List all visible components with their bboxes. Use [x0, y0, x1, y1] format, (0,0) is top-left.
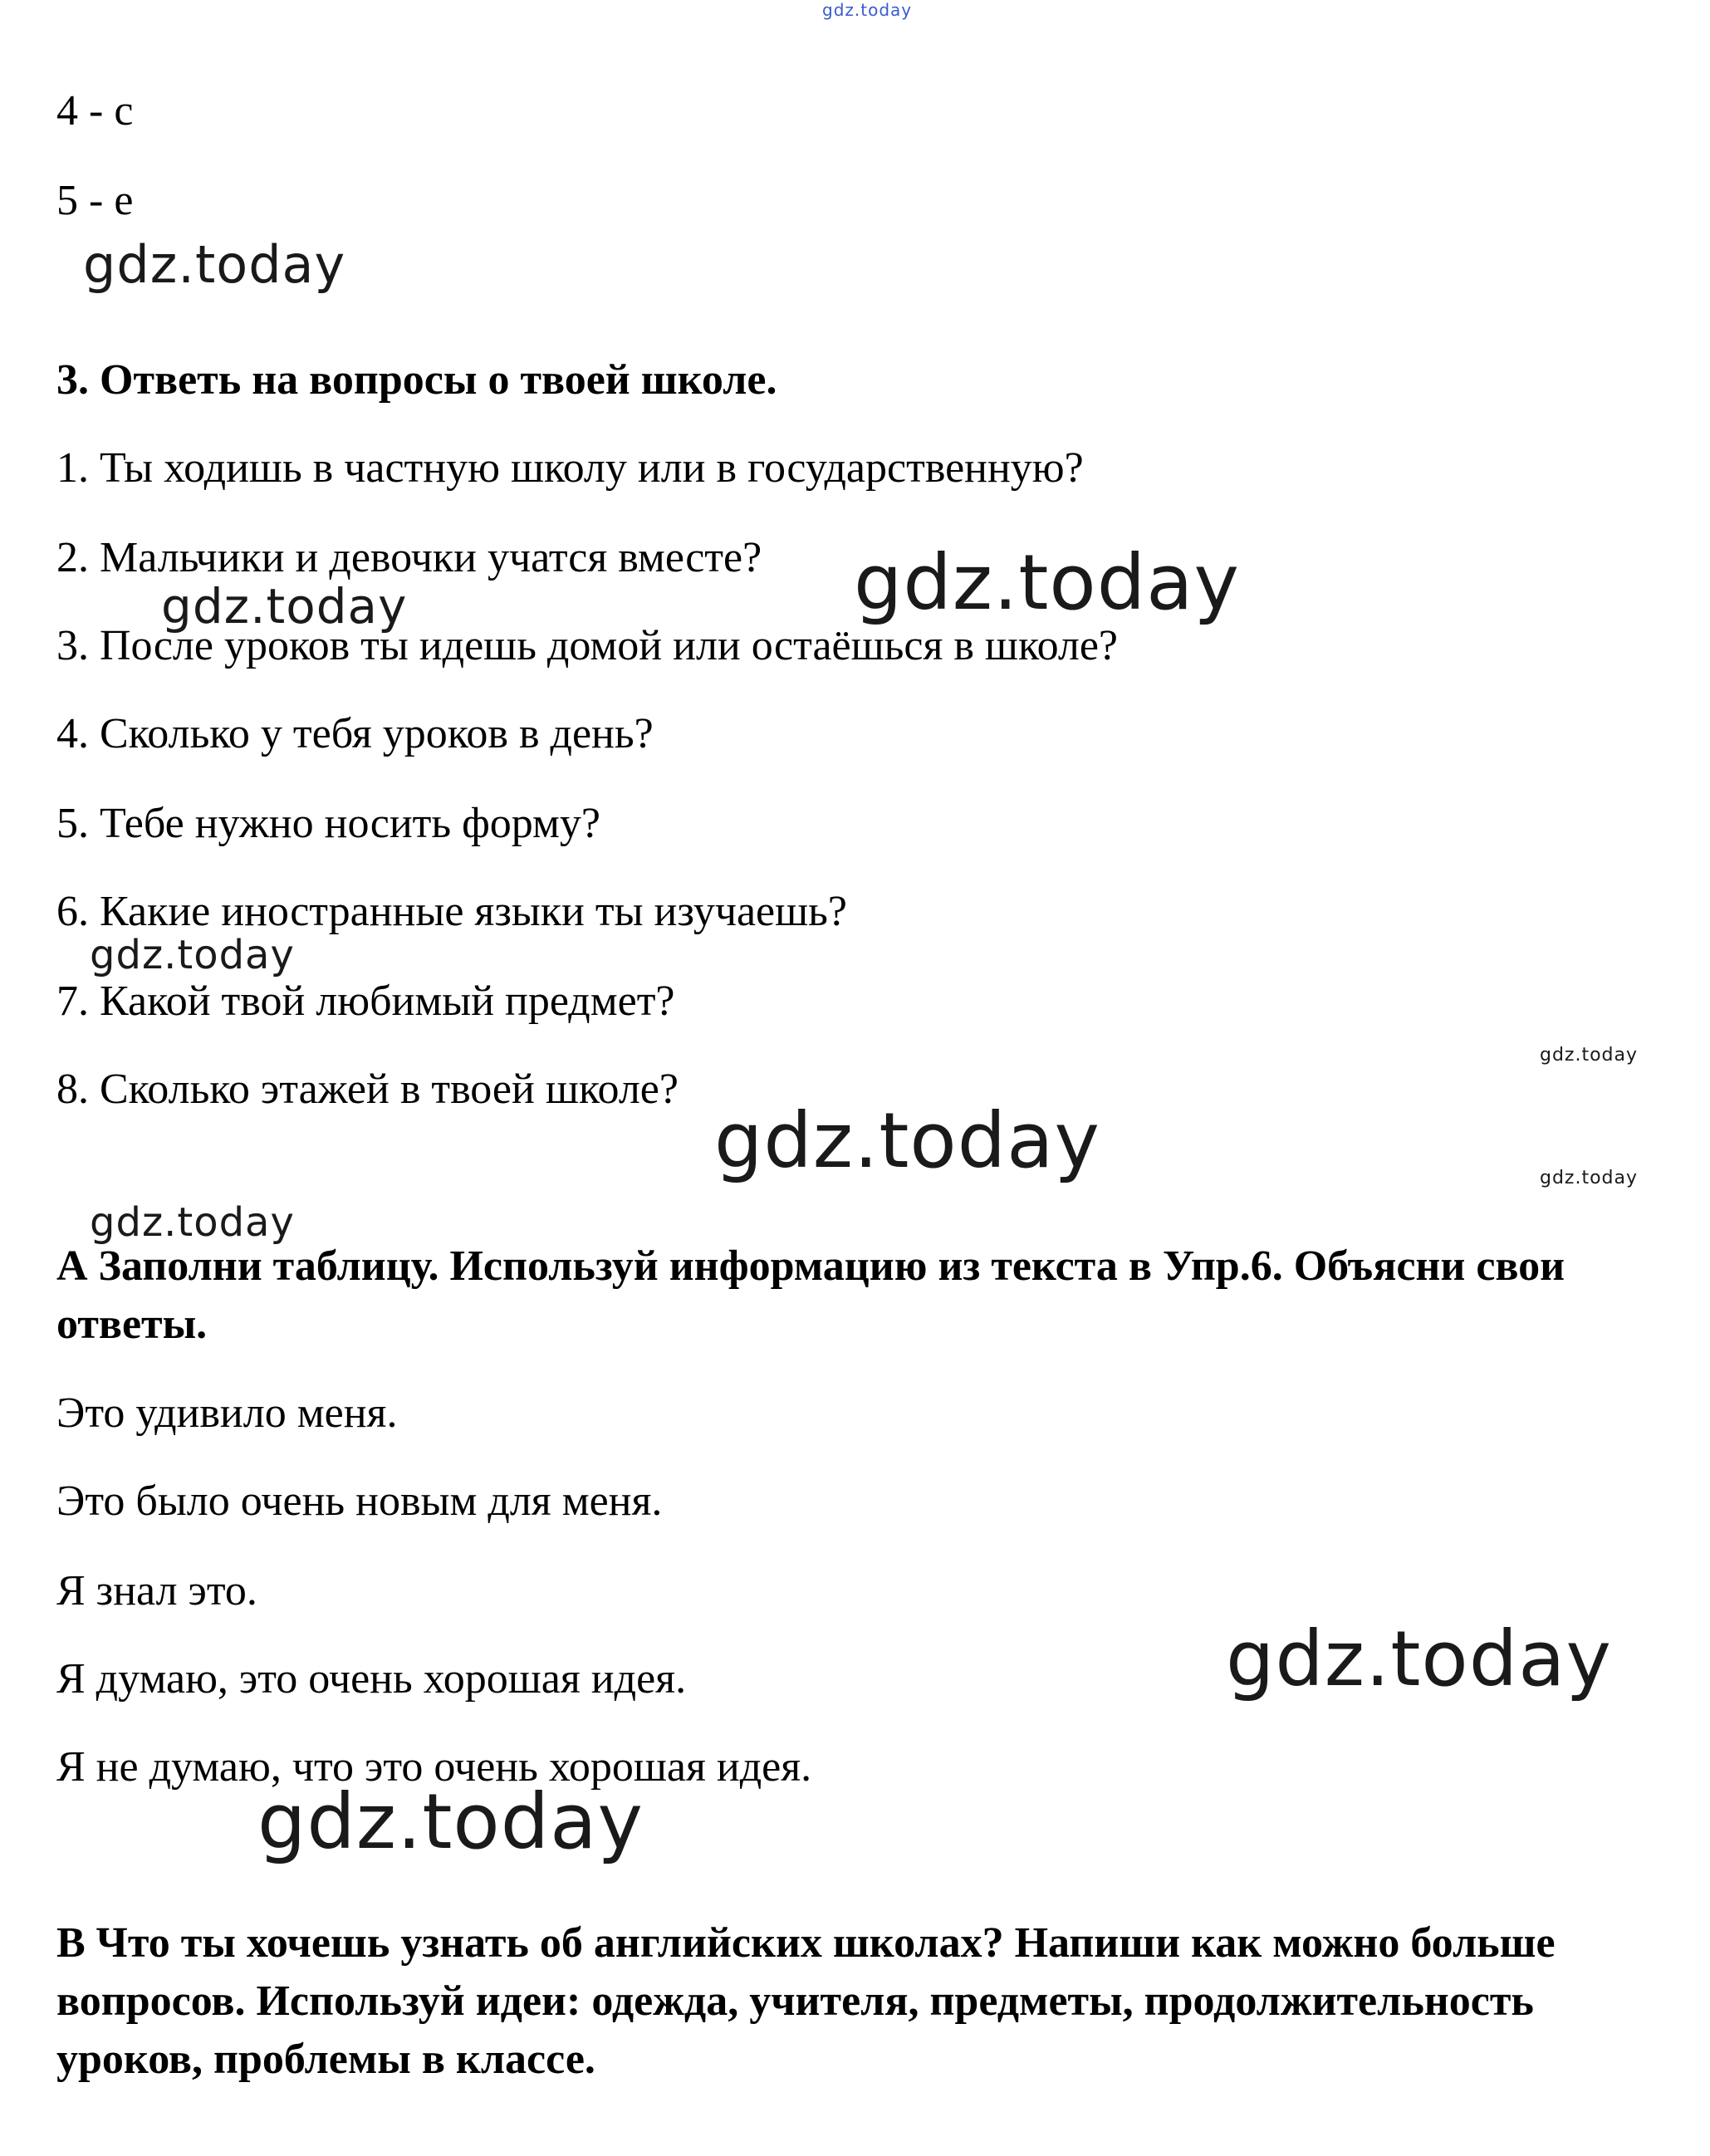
watermark: gdz.today [854, 538, 1240, 627]
watermark: gdz.today [83, 234, 346, 295]
question-line: 3. После уроков ты идешь домой или остаёшься в школе? [56, 622, 1119, 669]
watermark: gdz.today [714, 1096, 1100, 1185]
watermark: gdz.today [257, 1777, 644, 1866]
watermark: gdz.today [90, 1199, 295, 1246]
answer-line: 4 - c [56, 87, 134, 135]
watermark: gdz.today [161, 578, 408, 635]
question-line: 1. Ты ходишь в частную школу или в государственную? [56, 444, 1084, 492]
watermark: gdz.today [1226, 1615, 1612, 1703]
question-line: 5. Тебе нужно носить форму? [56, 800, 600, 847]
taskA-line: Это было очень новым для меня. [56, 1477, 663, 1525]
taskA-heading: А Заполни таблицу. Используй информацию из текста в Упр.6. Объясни свои ответы. [56, 1242, 1565, 1348]
question-line: 2. Мальчики и девочки учатся вместе? [56, 534, 762, 581]
watermark: gdz.today [822, 0, 913, 20]
watermark: gdz.today [1540, 1045, 1639, 1066]
taskB-heading: В Что ты хочешь узнать об английских школах? Напиши как можно больше вопросов. Используй идеи: одежда, учителя, предметы, продолжительность уроков, проблемы в классе. [56, 1919, 1556, 2083]
taskA-line: Я знал это. [56, 1567, 257, 1615]
answer-line: 5 - e [56, 177, 134, 224]
task3-heading: 3. Ответь на вопросы о твоей школе. [56, 356, 777, 404]
question-line: 8. Сколько этажей в твоей школе? [56, 1066, 679, 1113]
taskA-line: Это удивило меня. [56, 1389, 398, 1437]
watermark: gdz.today [90, 932, 295, 978]
question-line: 7. Какой твой любимый предмет? [56, 978, 675, 1025]
taskA-line: Я не думаю, что это очень хорошая идея. [56, 1743, 812, 1791]
watermark: gdz.today [1540, 1168, 1639, 1188]
question-line: 6. Какие иностранные языки ты изучаешь? [56, 888, 847, 935]
taskA-line: Я думаю, это очень хорошая идея. [56, 1655, 687, 1703]
question-line: 4. Сколько у тебя уроков в день? [56, 710, 654, 757]
